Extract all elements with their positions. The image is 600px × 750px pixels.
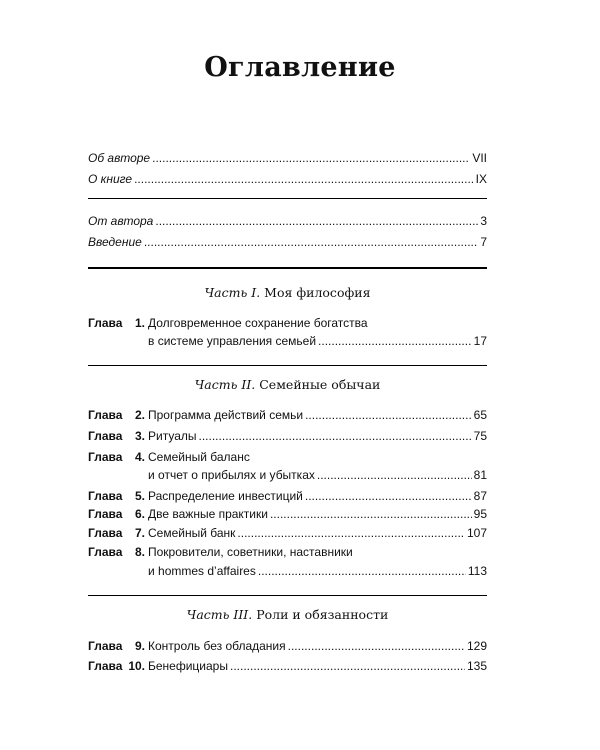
chapter-page: 129 [466,639,487,653]
chapter-title-cont: и отчет о прибылях и убытках [148,468,315,482]
part-heading-1 [88,285,487,300]
chapter-title: Распределение инвестиций [148,489,303,503]
toc-chapter-1[interactable] [88,314,487,332]
chapter-page: 75 [473,429,487,443]
chapter-title: Ритуалы [148,429,197,443]
toc-chapter-8-cont[interactable] [88,562,487,580]
toc-chapter-10[interactable] [88,657,487,675]
chapter-word: Глава [88,526,123,540]
chapter-title: Семейный баланс [148,450,250,464]
leader-dots [237,524,465,542]
leader-dots [305,487,472,505]
chapter-title: Покровители, советники, наставники [148,545,353,559]
toc-entry-page: VII [472,151,487,165]
chapter-number: 9. [134,639,145,653]
toc-chapter-7[interactable] [88,524,487,542]
leader-dots [270,505,472,523]
part-divider [88,267,487,269]
chapter-number: 7. [134,526,145,540]
chapter-number: 1. [134,316,145,330]
toc-chapter-3[interactable] [88,427,487,445]
chapter-word: Глава [88,507,123,521]
toc-entry-from-author[interactable] [88,212,487,230]
chapter-title-cont: в системе управления семьей [148,334,317,348]
leader-dots [155,212,478,230]
toc-chapter-4[interactable] [88,448,487,466]
part-divider [88,595,487,596]
toc-chapter-5[interactable] [88,487,487,505]
part-heading-3 [88,607,487,622]
chapter-page: 87 [473,489,487,503]
toc-entry-introduction[interactable] [88,233,487,251]
chapter-number: 4. [134,450,145,464]
divider [88,198,487,199]
part-prefix: Часть III. [186,607,253,622]
toc-entry-page: 7 [480,235,487,249]
chapter-number: 6. [134,507,145,521]
leader-dots [258,562,466,580]
chapter-page: 65 [473,408,487,422]
chapter-title: Две важные практики [148,507,268,521]
chapter-word: Глава [88,408,123,422]
toc-chapter-4-cont[interactable] [88,466,487,484]
chapter-page: 81 [473,468,487,482]
chapter-page: 95 [473,507,487,521]
chapter-page: 107 [466,526,487,540]
leader-dots [144,233,479,251]
leader-dots [152,149,470,167]
chapter-word: Глава [88,659,123,673]
leader-dots [305,406,472,424]
toc-chapter-9[interactable] [88,637,487,655]
chapter-title: Программа действий семьи [148,408,304,422]
toc-chapter-6[interactable] [88,505,487,523]
chapter-word: Глава [88,545,123,559]
leader-dots [288,637,465,655]
toc-entry-page: 3 [480,214,487,228]
chapter-number: 5. [134,489,145,503]
leader-dots [199,427,472,445]
chapter-page: 113 [467,564,487,578]
toc-entry-label: Об авторе [88,151,151,165]
part-name: Семейные обычаи [259,377,381,392]
leader-dots [318,332,472,350]
leader-dots [134,170,474,188]
chapter-title: Семейный банк [148,526,236,540]
chapter-title: Бенефициары [148,659,228,673]
toc-chapter-8[interactable] [88,543,487,561]
chapter-title: Долговременное сохранение богатства [148,316,368,330]
part-prefix: Часть I. [204,285,261,300]
toc-chapter-1-cont[interactable] [88,332,487,350]
chapter-title: Контроль без обладания [148,639,286,653]
chapter-number: 10. [128,659,145,673]
toc-entry-label: Введение [88,235,142,249]
toc-entry-label: О книге [88,172,133,186]
chapter-word: Глава [88,489,123,503]
toc-chapter-2[interactable] [88,406,487,424]
part-divider [88,365,487,366]
toc-entry-label: От автора [88,214,154,228]
part-name: Роли и обязанности [256,607,389,622]
chapter-number: 3. [134,429,145,443]
toc-entry-about-book[interactable] [88,170,487,188]
chapter-word: Глава [88,450,123,464]
chapter-number: 2. [134,408,145,422]
chapter-word: Глава [88,639,123,653]
chapter-title-cont: и hommes d’affaires [148,564,256,578]
chapter-page: 135 [466,659,487,673]
leader-dots [317,466,472,484]
toc-entry-page: IX [475,172,487,186]
part-prefix: Часть II. [194,377,256,392]
chapter-word: Глава [88,429,123,443]
chapter-word: Глава [88,316,123,330]
chapter-page: 17 [473,334,487,348]
part-name: Моя философия [264,285,371,300]
toc-entry-about-author[interactable] [88,149,487,167]
part-heading-2 [88,377,487,392]
page-title: Оглавление [204,52,396,83]
leader-dots [230,657,465,675]
chapter-number: 8. [134,545,145,559]
